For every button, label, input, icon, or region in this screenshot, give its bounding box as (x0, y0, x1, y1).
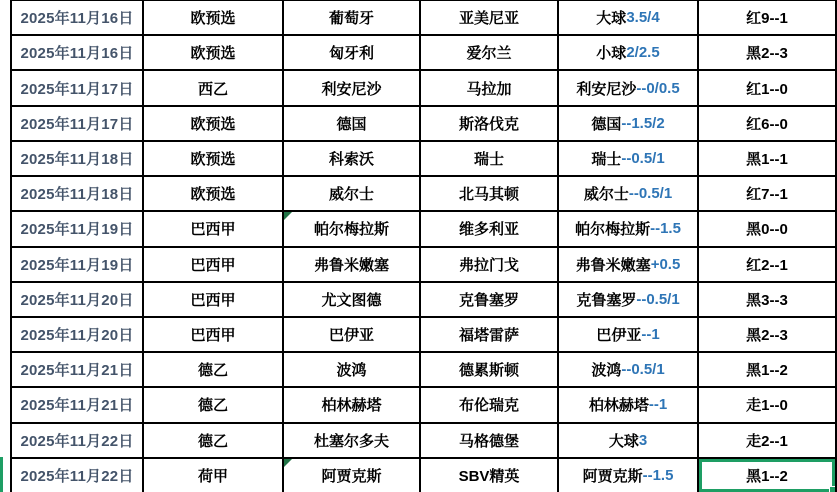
cell-home-team[interactable] (284, 107, 421, 142)
cell-result[interactable] (699, 142, 837, 177)
home-team-text: 帕尔梅拉斯 (313, 221, 389, 239)
cell-pick[interactable] (559, 283, 699, 318)
cell-home-team[interactable] (284, 177, 421, 212)
cell-result[interactable] (699, 71, 837, 106)
cell-result[interactable] (699, 283, 837, 318)
date-text: 2025年11月20日 (20, 327, 134, 345)
cell-pick[interactable] (559, 424, 699, 459)
cell-home-team[interactable] (284, 248, 421, 283)
date-text: 2025年11月16日 (20, 45, 134, 63)
cell-away-team[interactable] (421, 71, 559, 106)
cell-pick[interactable] (559, 459, 699, 492)
pick-number-text: --0.5/1 (621, 149, 665, 167)
home-team-text: 德国 (336, 115, 367, 133)
date-text: 2025年11月22日 (20, 432, 134, 450)
home-team-text: 利安尼沙 (321, 80, 382, 98)
cell-date[interactable] (12, 283, 144, 318)
pick-number-text: --0.5/1 (628, 185, 673, 203)
matches-table (10, 0, 837, 492)
away-team-text: 斯洛伐克 (458, 115, 519, 133)
date-text: 2025年11月20日 (20, 291, 134, 309)
cell-pick[interactable] (559, 36, 699, 71)
away-team-text: SBV精英 (458, 467, 520, 485)
cell-away-team[interactable] (421, 424, 559, 459)
date-text: 2025年11月16日 (20, 10, 134, 28)
cell-away-team[interactable] (421, 107, 559, 142)
cell-result[interactable] (699, 177, 837, 212)
cell-pick[interactable] (559, 318, 699, 353)
league-text: 欧预选 (190, 115, 236, 133)
league-text: 巴西甲 (190, 221, 236, 239)
pick-label-text: 阿贾克斯 (582, 467, 643, 485)
date-text: 2025年11月18日 (20, 150, 134, 168)
cell-home-team[interactable] (284, 388, 421, 423)
result-text: 红9--1 (746, 10, 788, 28)
cell-league[interactable] (144, 248, 284, 283)
home-team-text: 尤文图德 (321, 291, 382, 309)
away-team-text: 福塔雷萨 (458, 327, 519, 345)
away-team-text: 弗拉门戈 (458, 256, 519, 274)
home-team-text: 匈牙利 (328, 45, 374, 63)
pick-number-text: --0/0.5 (636, 79, 680, 97)
cell-league[interactable] (144, 71, 284, 106)
cell-away-team[interactable] (421, 142, 559, 177)
pick-label-text: 弗鲁米嫩塞 (575, 256, 651, 274)
pick-label-text: 克鲁塞罗 (576, 291, 637, 309)
cell-home-team[interactable] (284, 1, 421, 36)
league-text: 巴西甲 (190, 291, 236, 309)
pick-number-text: --1.5 (650, 220, 681, 238)
date-text: 2025年11月21日 (20, 397, 134, 415)
league-text: 欧预选 (190, 45, 236, 63)
pick-label-text: 小球 (596, 45, 627, 63)
home-team-text: 科索沃 (328, 150, 374, 168)
league-text: 西乙 (197, 80, 228, 98)
home-team-text: 波鸿 (336, 362, 367, 380)
cell-result[interactable] (699, 318, 837, 353)
cell-pick[interactable] (559, 71, 699, 106)
fill-handle[interactable] (829, 486, 836, 492)
cell-away-team[interactable] (421, 283, 559, 318)
pick-label-text: 大球 (596, 10, 627, 28)
cell-result[interactable] (699, 1, 837, 36)
result-text: 黑2--3 (746, 45, 788, 63)
away-team-text: 德累斯顿 (458, 362, 519, 380)
cell-home-team[interactable] (284, 353, 421, 388)
pick-number-text: +0.5 (650, 255, 681, 273)
league-text: 巴西甲 (190, 256, 236, 274)
cell-date[interactable] (12, 36, 144, 71)
cell-league[interactable] (144, 212, 284, 247)
pick-number-text: --0.5/1 (621, 361, 665, 379)
cell-date[interactable] (12, 177, 144, 212)
home-team-text: 葡萄牙 (328, 10, 374, 28)
date-text: 2025年11月21日 (20, 362, 134, 380)
league-text: 欧预选 (190, 10, 236, 28)
result-text: 红2--1 (746, 256, 788, 274)
cell-league[interactable] (144, 283, 284, 318)
result-text: 走1--0 (746, 397, 788, 415)
cell-away-team[interactable] (421, 459, 559, 492)
cell-home-team[interactable] (284, 36, 421, 71)
cell-away-team[interactable] (421, 212, 559, 247)
cell-pick[interactable] (559, 177, 699, 212)
cell-date[interactable] (12, 142, 144, 177)
home-team-text: 弗鲁米嫩塞 (313, 256, 389, 274)
cell-date[interactable] (12, 212, 144, 247)
pick-number-text: 3 (638, 431, 648, 449)
cell-home-team[interactable] (284, 142, 421, 177)
pick-label-text: 巴伊亚 (596, 327, 642, 345)
cell-league[interactable] (144, 388, 284, 423)
league-text: 荷甲 (197, 467, 228, 485)
result-text: 黑1--1 (746, 150, 788, 168)
cell-result[interactable] (699, 248, 837, 283)
date-text: 2025年11月17日 (20, 115, 134, 133)
pick-number-text: --1.5 (642, 466, 674, 484)
pick-label-text: 帕尔梅拉斯 (575, 221, 651, 239)
pick-number-text: --0.5/1 (636, 290, 680, 308)
cell-date[interactable] (12, 1, 144, 36)
pick-label-text: 柏林赫塔 (588, 397, 649, 415)
cell-date[interactable] (12, 459, 144, 492)
cell-result[interactable] (699, 353, 837, 388)
cell-pick[interactable] (559, 212, 699, 247)
row-selection-indicator (0, 457, 3, 492)
cell-pick[interactable] (559, 388, 699, 423)
league-text: 德乙 (197, 397, 228, 415)
away-team-text: 爱尔兰 (466, 45, 512, 63)
result-text: 红1--0 (746, 80, 788, 98)
cell-away-team[interactable] (421, 248, 559, 283)
home-team-text: 柏林赫塔 (321, 397, 382, 415)
away-team-text: 亚美尼亚 (458, 10, 519, 28)
cell-date[interactable] (12, 248, 144, 283)
result-text: 黑1--2 (746, 467, 788, 485)
league-text: 巴西甲 (190, 327, 236, 345)
cell-league[interactable] (144, 459, 284, 492)
pick-label-text: 德国 (591, 115, 622, 133)
date-text: 2025年11月18日 (20, 186, 134, 204)
cell-pick[interactable] (559, 142, 699, 177)
cell-away-team[interactable] (421, 177, 559, 212)
away-team-text: 马格德堡 (458, 432, 519, 450)
active-selected-cell-result[interactable] (699, 459, 837, 492)
cell-result[interactable] (699, 424, 837, 459)
cell-league[interactable] (144, 36, 284, 71)
cell-home-team-with-note-triangle-icon[interactable] (284, 212, 421, 247)
cell-league[interactable] (144, 1, 284, 36)
cell-date[interactable] (12, 71, 144, 106)
cell-pick[interactable] (559, 353, 699, 388)
pick-number-text: --1.5/2 (621, 114, 665, 132)
pick-label-text: 瑞士 (591, 150, 622, 168)
result-text: 黑1--2 (746, 362, 788, 380)
pick-label-text: 利安尼沙 (576, 80, 637, 98)
cell-date[interactable] (12, 388, 144, 423)
pick-number-text: --1 (641, 326, 660, 344)
result-text: 红6--0 (746, 115, 788, 133)
date-text: 2025年11月19日 (20, 221, 134, 239)
away-team-text: 维多利亚 (458, 221, 519, 239)
cell-home-team[interactable] (284, 424, 421, 459)
result-text: 黑2--3 (746, 327, 788, 345)
pick-number-text: 2/2.5 (626, 44, 660, 62)
result-text: 黑3--3 (746, 291, 788, 309)
pick-label-text: 大球 (608, 432, 639, 450)
away-team-text: 北马其顿 (458, 186, 519, 204)
cell-league[interactable] (144, 353, 284, 388)
cell-away-team[interactable] (421, 353, 559, 388)
result-text: 红7--1 (746, 186, 788, 204)
home-team-text: 威尔士 (328, 186, 374, 204)
league-text: 欧预选 (190, 186, 236, 204)
cell-league[interactable] (144, 107, 284, 142)
cell-home-team[interactable] (284, 318, 421, 353)
date-text: 2025年11月19日 (20, 256, 134, 274)
cell-league[interactable] (144, 318, 284, 353)
away-team-text: 布伦瑞克 (458, 397, 519, 415)
cell-home-team[interactable] (284, 283, 421, 318)
league-text: 德乙 (197, 432, 228, 450)
away-team-text: 克鲁塞罗 (458, 291, 519, 309)
result-text: 走2--1 (746, 432, 788, 450)
cell-away-team[interactable] (421, 388, 559, 423)
cell-result[interactable] (699, 212, 837, 247)
cell-league[interactable] (144, 177, 284, 212)
home-team-text: 阿贾克斯 (321, 467, 382, 485)
cell-league[interactable] (144, 142, 284, 177)
pick-number-text: 3.5/4 (626, 9, 660, 27)
away-team-text: 瑞士 (473, 150, 504, 168)
cell-away-team[interactable] (421, 1, 559, 36)
home-team-text: 巴伊亚 (328, 327, 374, 345)
cell-away-team[interactable] (421, 36, 559, 71)
cell-result[interactable] (699, 36, 837, 71)
cell-result[interactable] (699, 388, 837, 423)
cell-pick[interactable] (559, 248, 699, 283)
league-text: 德乙 (197, 362, 228, 380)
result-text: 黑0--0 (746, 221, 788, 239)
cell-pick[interactable] (559, 1, 699, 36)
cell-pick[interactable] (559, 107, 699, 142)
pick-number-text: --1 (648, 396, 668, 414)
cell-date[interactable] (12, 353, 144, 388)
cell-home-team-with-note-triangle-icon[interactable] (284, 459, 421, 492)
cell-league[interactable] (144, 424, 284, 459)
pick-label-text: 威尔士 (583, 186, 629, 204)
away-team-text: 马拉加 (466, 80, 512, 98)
cell-result[interactable] (699, 107, 837, 142)
cell-home-team[interactable] (284, 71, 421, 106)
date-text: 2025年11月22日 (20, 467, 134, 485)
date-text: 2025年11月17日 (20, 80, 134, 98)
pick-label-text: 波鸿 (591, 362, 622, 380)
cell-date[interactable] (12, 424, 144, 459)
cell-away-team[interactable] (421, 318, 559, 353)
cell-date[interactable] (12, 318, 144, 353)
cell-date[interactable] (12, 107, 144, 142)
league-text: 欧预选 (190, 150, 236, 168)
home-team-text: 杜塞尔多夫 (313, 432, 389, 450)
